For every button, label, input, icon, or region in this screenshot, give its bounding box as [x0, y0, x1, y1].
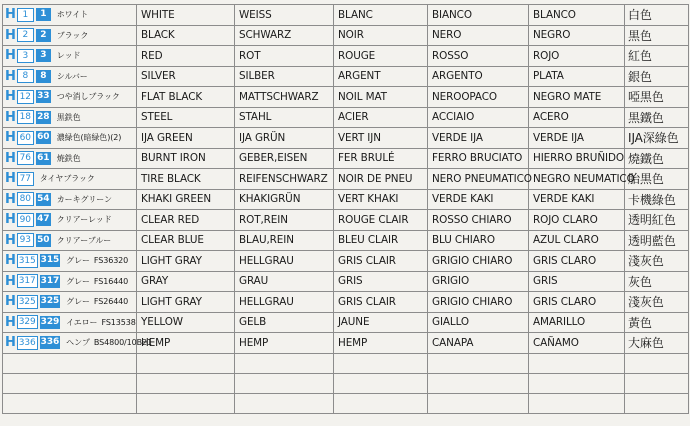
h-series-label: H: [5, 130, 16, 146]
color-code-cell: [3, 25, 137, 46]
h-number-badge: 60: [17, 131, 34, 145]
h-series-label: H: [5, 314, 16, 330]
italian-name: VERDE KAKI: [428, 189, 529, 210]
german-name: HELLGRAU: [235, 292, 334, 313]
chinese-name: 淺灰色: [625, 251, 689, 272]
empty-cell: [625, 373, 689, 393]
empty-cell: [3, 393, 137, 413]
table-row: [3, 46, 689, 67]
chinese-name: 銀色: [625, 66, 689, 87]
fs-code: FS36320: [93, 256, 129, 266]
c-number-badge: 336: [40, 337, 60, 348]
french-name: GRIS: [334, 271, 428, 292]
italian-name: ACCIAIO: [428, 107, 529, 128]
color-code-cell: [3, 210, 137, 231]
table-row: [3, 66, 689, 87]
c-number-badge: 2: [36, 29, 51, 42]
french-name: FER BRULÉ: [334, 148, 428, 169]
japanese-name: グレー: [66, 256, 90, 266]
c-number-badge: 54: [37, 193, 50, 204]
italian-name: GRIGIO: [428, 271, 529, 292]
empty-cell: [137, 373, 235, 393]
japanese-name: クリアーレッド: [56, 215, 112, 225]
table-body: [3, 5, 689, 414]
h-series-label: H: [5, 7, 16, 23]
spanish-name: GRIS CLARO: [529, 251, 625, 272]
h-number-badge: 93: [17, 233, 34, 247]
english-name: IJA GREEN: [137, 128, 235, 149]
fs-code: BS4800/10B21: [93, 338, 153, 348]
empty-cell: [625, 393, 689, 413]
italian-name: NERO: [428, 25, 529, 46]
spanish-name: NEGRO NEUMATICO: [529, 169, 625, 190]
german-name: HELLGRAU: [235, 251, 334, 272]
color-code-cell: [3, 148, 137, 169]
japanese-name: 濃緑色(暗緑色)(2): [56, 133, 122, 143]
spanish-name: NEGRO MATE: [529, 87, 625, 108]
c-number-badge: 325: [40, 296, 60, 307]
german-name: SCHWARZ: [235, 25, 334, 46]
spanish-name: NEGRO: [529, 25, 625, 46]
german-name: WEISS: [235, 5, 334, 26]
japanese-name: ホワイト: [56, 10, 89, 20]
english-name: BURNT IRON: [137, 148, 235, 169]
table-row: [3, 107, 689, 128]
english-name: CLEAR RED: [137, 210, 235, 231]
english-name: YELLOW: [137, 312, 235, 333]
fs-code: FS26440: [93, 297, 129, 307]
spanish-name: GRIS: [529, 271, 625, 292]
french-name: GRIS CLAIR: [334, 251, 428, 272]
italian-name: BIANCO: [428, 5, 529, 26]
h-series-label: H: [5, 89, 16, 105]
empty-cell: [334, 353, 428, 373]
english-name: KHAKI GREEN: [137, 189, 235, 210]
french-name: BLEU CLAIR: [334, 230, 428, 251]
french-name: GRIS CLAIR: [334, 292, 428, 313]
english-name: BLACK: [137, 25, 235, 46]
italian-name: CANAPA: [428, 333, 529, 354]
h-series-label: H: [5, 48, 16, 64]
english-name: HEMP: [137, 333, 235, 354]
table-row: [3, 25, 689, 46]
french-name: VERT IJN: [334, 128, 428, 149]
table-row: [3, 312, 689, 333]
italian-name: GRIGIO CHIARO: [428, 251, 529, 272]
english-name: CLEAR BLUE: [137, 230, 235, 251]
french-name: VERT KHAKI: [334, 189, 428, 210]
color-code-cell: [3, 169, 137, 190]
h-series-label: H: [5, 27, 16, 43]
german-name: GRAU: [235, 271, 334, 292]
spanish-name: PLATA: [529, 66, 625, 87]
h-number-badge: 77: [17, 172, 34, 186]
empty-cell: [529, 353, 625, 373]
spanish-name: HIERRO BRUÑIDO: [529, 148, 625, 169]
empty-row: [3, 353, 689, 373]
french-name: HEMP: [334, 333, 428, 354]
h-number-badge: 315: [18, 255, 36, 266]
h-number-badge: 8: [17, 69, 34, 83]
english-name: RED: [137, 46, 235, 67]
table-row: [3, 128, 689, 149]
french-name: ARGENT: [334, 66, 428, 87]
color-code-cell: [3, 333, 153, 354]
table-row: [3, 189, 689, 210]
german-name: ROT,REIN: [235, 210, 334, 231]
italian-name: VERDE IJA: [428, 128, 529, 149]
english-name: FLAT BLACK: [137, 87, 235, 108]
italian-name: GIALLO: [428, 312, 529, 333]
color-code-cell: [3, 312, 137, 333]
chinese-name: 黒鐵色: [625, 107, 689, 128]
c-number-badge: 1: [36, 8, 51, 21]
c-number-badge: 329: [40, 316, 60, 327]
french-name: ROUGE: [334, 46, 428, 67]
h-number-badge: 317: [18, 276, 36, 287]
empty-cell: [3, 353, 137, 373]
japanese-name: 焼鉄色: [56, 153, 81, 163]
fs-code: FS16440: [93, 276, 129, 286]
chinese-name: 淺灰色: [625, 292, 689, 313]
chinese-name: 透明藍色: [625, 230, 689, 251]
table-row: [3, 5, 689, 26]
chinese-name: 啞黒色: [625, 87, 689, 108]
c-number-badge: 28: [37, 111, 50, 122]
h-number-badge: 2: [17, 28, 34, 42]
italian-name: BLU CHIARO: [428, 230, 529, 251]
japanese-name: シルバー: [56, 71, 88, 81]
chinese-name: 白色: [625, 5, 689, 26]
chinese-name: 胎黒色: [625, 169, 689, 190]
german-name: SILBER: [235, 66, 334, 87]
color-code-cell: [3, 66, 137, 87]
h-series-label: H: [5, 171, 16, 187]
italian-name: ARGENTO: [428, 66, 529, 87]
table-row: [3, 271, 689, 292]
german-name: ROT: [235, 46, 334, 67]
empty-row: [3, 373, 689, 393]
c-number-badge: 50: [37, 234, 50, 245]
empty-cell: [625, 353, 689, 373]
chinese-name: 透明紅色: [625, 210, 689, 231]
c-number-badge: 60: [37, 132, 50, 143]
spanish-name: CAÑAMO: [529, 333, 625, 354]
empty-row: [3, 393, 689, 413]
h-series-label: H: [5, 191, 16, 207]
french-name: JAUNE: [334, 312, 428, 333]
c-number-badge: 315: [40, 255, 60, 266]
english-name: LIGHT GRAY: [137, 251, 235, 272]
english-name: WHITE: [137, 5, 235, 26]
color-code-cell: [3, 230, 137, 251]
empty-cell: [334, 373, 428, 393]
h-number-badge: 1: [17, 8, 34, 22]
h-number-badge: 329: [18, 317, 36, 328]
french-name: ACIER: [334, 107, 428, 128]
h-number-badge: 18: [17, 110, 34, 124]
german-name: GEBER,EISEN: [235, 148, 334, 169]
japanese-name: グレー: [66, 297, 90, 307]
table-row: [3, 251, 689, 272]
table-row: [3, 292, 689, 313]
empty-cell: [334, 393, 428, 413]
color-code-cell: [3, 292, 137, 313]
german-name: REIFENSCHWARZ: [235, 169, 334, 190]
german-name: HEMP: [235, 333, 334, 354]
english-name: LIGHT GRAY: [137, 292, 235, 313]
table-row: [3, 169, 689, 190]
h-number-badge: 12: [17, 90, 34, 104]
chinese-name: 大麻色: [625, 333, 689, 354]
empty-cell: [428, 353, 529, 373]
italian-name: GRIGIO CHIARO: [428, 292, 529, 313]
italian-name: ROSSO CHIARO: [428, 210, 529, 231]
table-row: [3, 148, 689, 169]
h-number-badge: 76: [17, 151, 34, 165]
empty-cell: [529, 393, 625, 413]
chinese-name: 燒鐵色: [625, 148, 689, 169]
h-number-badge: 336: [18, 337, 36, 348]
japanese-name: つや消しブラック: [56, 92, 120, 102]
chinese-name: 紅色: [625, 46, 689, 67]
german-name: MATTSCHWARZ: [235, 87, 334, 108]
german-name: BLAU,REIN: [235, 230, 334, 251]
spanish-name: AMARILLO: [529, 312, 625, 333]
french-name: BLANC: [334, 5, 428, 26]
chinese-name: 黃色: [625, 312, 689, 333]
h-number-badge: 80: [17, 192, 34, 206]
h-number-badge: 325: [18, 296, 36, 307]
italian-name: NEROOPACO: [428, 87, 529, 108]
h-series-label: H: [5, 109, 16, 125]
chinese-name: 灰色: [625, 271, 689, 292]
japanese-name: レッド: [56, 51, 81, 61]
table-row: [3, 230, 689, 251]
spanish-name: ACERO: [529, 107, 625, 128]
empty-cell: [428, 373, 529, 393]
paint-color-table: [2, 4, 689, 414]
chinese-name: 卡機綠色: [625, 189, 689, 210]
japanese-name: ブラック: [56, 30, 89, 40]
chinese-name: 黒色: [625, 25, 689, 46]
color-code-cell: [3, 271, 137, 292]
german-name: GELB: [235, 312, 334, 333]
h-series-label: H: [5, 335, 16, 351]
spanish-name: VERDE IJA: [529, 128, 625, 149]
h-series-label: H: [5, 150, 16, 166]
german-name: STAHL: [235, 107, 334, 128]
french-name: NOIR: [334, 25, 428, 46]
spanish-name: GRIS CLARO: [529, 292, 625, 313]
c-number-badge: 33: [37, 91, 50, 102]
fs-code: FS13538: [101, 317, 136, 327]
table-row: [3, 87, 689, 108]
empty-cell: [428, 393, 529, 413]
empty-cell: [235, 393, 334, 413]
c-number-badge: 8: [36, 70, 51, 83]
english-name: TIRE BLACK: [137, 169, 235, 190]
spanish-name: ROJO: [529, 46, 625, 67]
italian-name: ROSSO: [428, 46, 529, 67]
french-name: NOIL MAT: [334, 87, 428, 108]
table-row: [3, 333, 689, 354]
color-code-cell: [3, 46, 137, 67]
japanese-name: クリアーブルー: [56, 235, 112, 245]
japanese-name: イエロー: [66, 317, 98, 327]
empty-cell: [235, 373, 334, 393]
japanese-name: グレー: [66, 276, 90, 286]
german-name: KHAKIGRÜN: [235, 189, 334, 210]
h-series-label: H: [5, 294, 16, 310]
c-number-badge: 3: [36, 49, 51, 62]
french-name: ROUGE CLAIR: [334, 210, 428, 231]
empty-cell: [137, 353, 235, 373]
spanish-name: ROJO CLARO: [529, 210, 625, 231]
english-name: SILVER: [137, 66, 235, 87]
h-series-label: H: [5, 212, 16, 228]
chinese-name: IJA深綠色: [625, 128, 689, 149]
table-row: [3, 210, 689, 231]
italian-name: NERO PNEUMATICO: [428, 169, 529, 190]
color-code-cell: [3, 251, 137, 272]
japanese-name: ヘンプ: [66, 338, 90, 348]
german-name: IJA GRÜN: [235, 128, 334, 149]
h-number-badge: 3: [17, 49, 34, 63]
japanese-name: カーキグリーン: [56, 194, 112, 204]
spanish-name: AZUL CLARO: [529, 230, 625, 251]
h-series-label: H: [5, 273, 16, 289]
color-code-cell: [3, 87, 137, 108]
japanese-name: 黒鉄色: [56, 112, 81, 122]
h-number-badge: 90: [17, 213, 34, 227]
english-name: GRAY: [137, 271, 235, 292]
c-number-badge: 317: [40, 275, 60, 286]
empty-cell: [529, 373, 625, 393]
h-series-label: H: [5, 68, 16, 84]
color-code-cell: [3, 5, 137, 26]
color-code-cell: [3, 189, 137, 210]
spanish-name: BLANCO: [529, 5, 625, 26]
color-code-cell: [3, 107, 137, 128]
spanish-name: VERDE KAKI: [529, 189, 625, 210]
color-code-cell: [3, 128, 137, 149]
french-name: NOIR DE PNEU: [334, 169, 428, 190]
empty-cell: [137, 393, 235, 413]
h-series-label: H: [5, 232, 16, 248]
empty-cell: [3, 373, 137, 393]
italian-name: FERRO BRUCIATO: [428, 148, 529, 169]
english-name: STEEL: [137, 107, 235, 128]
empty-cell: [235, 353, 334, 373]
japanese-name: タイヤブラック: [39, 174, 95, 184]
h-series-label: H: [5, 253, 16, 269]
c-number-badge: 61: [37, 152, 50, 163]
c-number-badge: 47: [37, 214, 50, 225]
